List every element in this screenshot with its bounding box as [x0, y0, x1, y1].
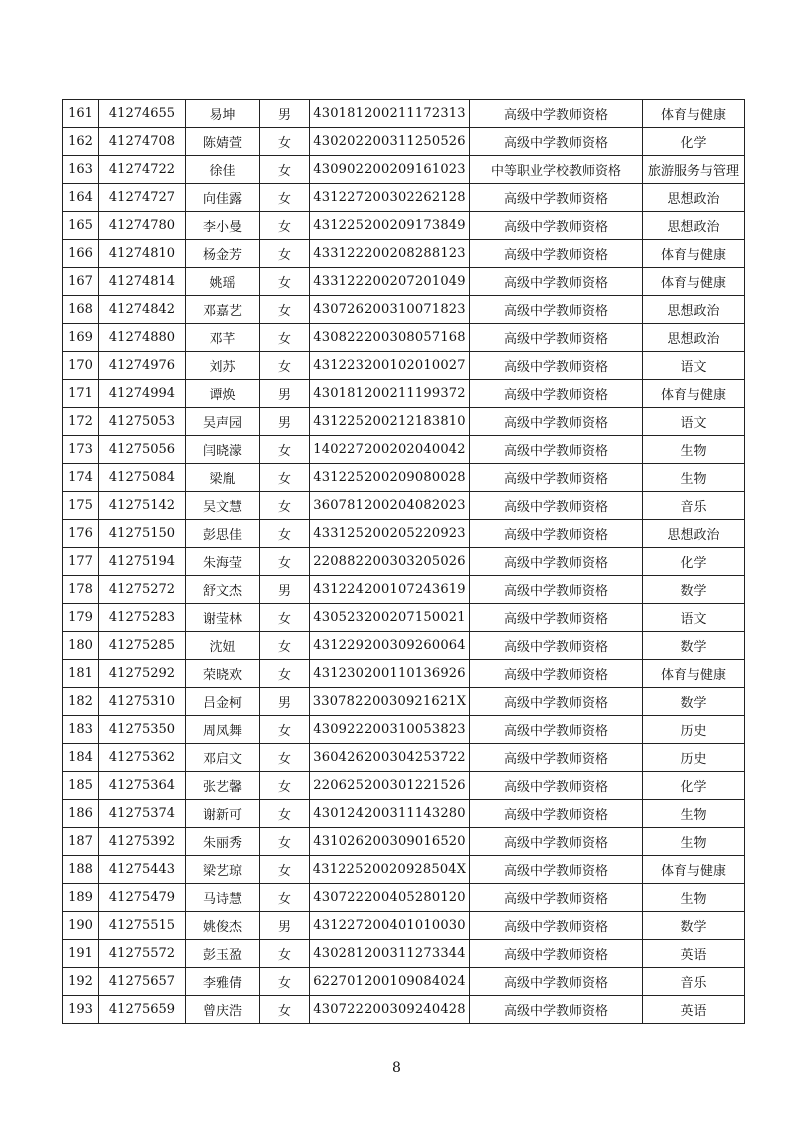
gender-cell: 女: [260, 184, 310, 212]
candidate-id-cell: 41275142: [99, 492, 186, 520]
id-card-cell: 431224200107243619: [310, 576, 470, 604]
subject-cell: 化学: [643, 772, 745, 800]
id-card-cell: 430722200309240428: [310, 996, 470, 1024]
gender-cell: 女: [260, 604, 310, 632]
subject-cell: 思想政治: [643, 520, 745, 548]
id-card-cell: 431225200209080028: [310, 464, 470, 492]
certificate-type-cell: 高级中学教师资格: [470, 856, 643, 884]
gender-cell: 女: [260, 744, 310, 772]
gender-cell: 男: [260, 688, 310, 716]
subject-cell: 旅游服务与管理: [643, 156, 745, 184]
subject-cell: 思想政治: [643, 324, 745, 352]
certificate-type-cell: 高级中学教师资格: [470, 744, 643, 772]
certificate-type-cell: 高级中学教师资格: [470, 688, 643, 716]
candidate-id-cell: 41275283: [99, 604, 186, 632]
certificate-type-cell: 高级中学教师资格: [470, 968, 643, 996]
subject-cell: 体育与健康: [643, 856, 745, 884]
subject-cell: 数学: [643, 576, 745, 604]
table-row: [63, 352, 745, 380]
row-number-cell: 165: [63, 212, 99, 240]
gender-cell: 女: [260, 436, 310, 464]
candidate-id-cell: 41275310: [99, 688, 186, 716]
candidate-id-cell: 41275572: [99, 940, 186, 968]
subject-cell: 体育与健康: [643, 100, 745, 128]
certificate-type-cell: 高级中学教师资格: [470, 492, 643, 520]
row-number-cell: 193: [63, 996, 99, 1024]
row-number-cell: 177: [63, 548, 99, 576]
certificate-type-cell: 高级中学教师资格: [470, 212, 643, 240]
table-row: [63, 464, 745, 492]
gender-cell: 女: [260, 632, 310, 660]
gender-cell: 女: [260, 968, 310, 996]
candidate-id-cell: 41274722: [99, 156, 186, 184]
subject-cell: 语文: [643, 604, 745, 632]
row-number-cell: 162: [63, 128, 99, 156]
table-row: [63, 660, 745, 688]
candidate-id-cell: 41274994: [99, 380, 186, 408]
gender-cell: 女: [260, 660, 310, 688]
subject-cell: 体育与健康: [643, 380, 745, 408]
subject-cell: 化学: [643, 548, 745, 576]
subject-cell: 数学: [643, 632, 745, 660]
subject-cell: 体育与健康: [643, 268, 745, 296]
subject-cell: 思想政治: [643, 212, 745, 240]
id-card-cell: 431225200212183810: [310, 408, 470, 436]
name-cell: 邓芊: [186, 324, 260, 352]
row-number-cell: 169: [63, 324, 99, 352]
row-number-cell: 161: [63, 100, 99, 128]
name-cell: 吴声园: [186, 408, 260, 436]
name-cell: 谢莹林: [186, 604, 260, 632]
certificate-type-cell: 高级中学教师资格: [470, 408, 643, 436]
row-number-cell: 191: [63, 940, 99, 968]
subject-cell: 思想政治: [643, 184, 745, 212]
name-cell: 吴文慧: [186, 492, 260, 520]
certificate-type-cell: 高级中学教师资格: [470, 464, 643, 492]
candidate-id-cell: 41274810: [99, 240, 186, 268]
subject-cell: 历史: [643, 744, 745, 772]
gender-cell: 女: [260, 996, 310, 1024]
gender-cell: 女: [260, 156, 310, 184]
name-cell: 朱丽秀: [186, 828, 260, 856]
subject-cell: 生物: [643, 884, 745, 912]
certificate-type-cell: 中等职业学校教师资格: [470, 156, 643, 184]
id-card-cell: 431227200401010030: [310, 912, 470, 940]
name-cell: 向佳露: [186, 184, 260, 212]
gender-cell: 女: [260, 520, 310, 548]
name-cell: 荣晓欢: [186, 660, 260, 688]
id-card-cell: 431223200102010027: [310, 352, 470, 380]
id-card-cell: 430902200209161023: [310, 156, 470, 184]
row-number-cell: 173: [63, 436, 99, 464]
certificate-type-cell: 高级中学教师资格: [470, 996, 643, 1024]
row-number-cell: 164: [63, 184, 99, 212]
gender-cell: 女: [260, 772, 310, 800]
candidate-id-cell: 41275285: [99, 632, 186, 660]
certificate-type-cell: 高级中学教师资格: [470, 772, 643, 800]
table-row: [63, 828, 745, 856]
certificate-type-cell: 高级中学教师资格: [470, 548, 643, 576]
candidate-id-cell: 41274727: [99, 184, 186, 212]
name-cell: 马诗慧: [186, 884, 260, 912]
certificate-type-cell: 高级中学教师资格: [470, 380, 643, 408]
row-number-cell: 167: [63, 268, 99, 296]
gender-cell: 男: [260, 912, 310, 940]
table-row: [63, 884, 745, 912]
row-number-cell: 179: [63, 604, 99, 632]
id-card-cell: 430202200311250526: [310, 128, 470, 156]
table-row: [63, 800, 745, 828]
name-cell: 李小曼: [186, 212, 260, 240]
id-card-cell: 360781200204082023: [310, 492, 470, 520]
certificate-type-cell: 高级中学教师资格: [470, 912, 643, 940]
table-row: [63, 968, 745, 996]
id-card-cell: 622701200109084024: [310, 968, 470, 996]
row-number-cell: 182: [63, 688, 99, 716]
certificate-type-cell: 高级中学教师资格: [470, 324, 643, 352]
candidate-id-cell: 41274655: [99, 100, 186, 128]
id-card-cell: 430726200310071823: [310, 296, 470, 324]
table-row: [63, 268, 745, 296]
subject-cell: 思想政治: [643, 296, 745, 324]
subject-cell: 生物: [643, 464, 745, 492]
table-row: [63, 240, 745, 268]
candidate-id-cell: 41275272: [99, 576, 186, 604]
id-card-cell: 220625200301221526: [310, 772, 470, 800]
table-row: [63, 688, 745, 716]
name-cell: 曾庆浩: [186, 996, 260, 1024]
id-card-cell: 431230200110136926: [310, 660, 470, 688]
name-cell: 梁艺琼: [186, 856, 260, 884]
candidate-id-cell: 41275657: [99, 968, 186, 996]
gender-cell: 女: [260, 548, 310, 576]
page-number: 8: [392, 1060, 401, 1076]
table-row: [63, 324, 745, 352]
table-row: [63, 408, 745, 436]
id-card-cell: 431225200209173849: [310, 212, 470, 240]
table-row: [63, 100, 745, 128]
candidate-id-cell: 41275053: [99, 408, 186, 436]
candidate-id-cell: 41274780: [99, 212, 186, 240]
id-card-cell: 43122520020928504X: [310, 856, 470, 884]
gender-cell: 男: [260, 380, 310, 408]
id-card-cell: 430922200310053823: [310, 716, 470, 744]
row-number-cell: 170: [63, 352, 99, 380]
gender-cell: 女: [260, 296, 310, 324]
row-number-cell: 186: [63, 800, 99, 828]
table-row: [63, 604, 745, 632]
name-cell: 舒文杰: [186, 576, 260, 604]
row-number-cell: 189: [63, 884, 99, 912]
name-cell: 周凤舞: [186, 716, 260, 744]
gender-cell: 女: [260, 884, 310, 912]
row-number-cell: 188: [63, 856, 99, 884]
id-card-cell: 430281200311273344: [310, 940, 470, 968]
name-cell: 刘苏: [186, 352, 260, 380]
id-card-cell: 433125200205220923: [310, 520, 470, 548]
name-cell: 朱海莹: [186, 548, 260, 576]
id-card-cell: 360426200304253722: [310, 744, 470, 772]
certificate-type-cell: 高级中学教师资格: [470, 128, 643, 156]
row-number-cell: 190: [63, 912, 99, 940]
candidate-id-cell: 41275443: [99, 856, 186, 884]
id-card-cell: 433122200207201049: [310, 268, 470, 296]
name-cell: 谢新可: [186, 800, 260, 828]
name-cell: 梁胤: [186, 464, 260, 492]
candidate-id-cell: 41275479: [99, 884, 186, 912]
name-cell: 彭玉盈: [186, 940, 260, 968]
table-row: [63, 184, 745, 212]
subject-cell: 数学: [643, 912, 745, 940]
certificate-type-cell: 高级中学教师资格: [470, 436, 643, 464]
row-number-cell: 171: [63, 380, 99, 408]
name-cell: 邓启文: [186, 744, 260, 772]
subject-cell: 英语: [643, 996, 745, 1024]
roster-body: [63, 100, 745, 1024]
subject-cell: 生物: [643, 436, 745, 464]
candidate-id-cell: 41275150: [99, 520, 186, 548]
certificate-type-cell: 高级中学教师资格: [470, 884, 643, 912]
name-cell: 易坤: [186, 100, 260, 128]
candidate-id-cell: 41275392: [99, 828, 186, 856]
row-number-cell: 168: [63, 296, 99, 324]
candidate-id-cell: 41275364: [99, 772, 186, 800]
gender-cell: 男: [260, 576, 310, 604]
roster-table: [62, 99, 745, 1024]
name-cell: 吕金柯: [186, 688, 260, 716]
certificate-type-cell: 高级中学教师资格: [470, 660, 643, 688]
certificate-type-cell: 高级中学教师资格: [470, 240, 643, 268]
row-number-cell: 178: [63, 576, 99, 604]
table-row: [63, 912, 745, 940]
name-cell: 邓嘉艺: [186, 296, 260, 324]
certificate-type-cell: 高级中学教师资格: [470, 184, 643, 212]
subject-cell: 语文: [643, 408, 745, 436]
row-number-cell: 192: [63, 968, 99, 996]
candidate-id-cell: 41275084: [99, 464, 186, 492]
row-number-cell: 181: [63, 660, 99, 688]
name-cell: 陈婧萱: [186, 128, 260, 156]
candidate-id-cell: 41275350: [99, 716, 186, 744]
table-row: [63, 212, 745, 240]
name-cell: 杨金芳: [186, 240, 260, 268]
subject-cell: 音乐: [643, 968, 745, 996]
table-row: [63, 576, 745, 604]
gender-cell: 女: [260, 492, 310, 520]
candidate-id-cell: 41274976: [99, 352, 186, 380]
certificate-type-cell: 高级中学教师资格: [470, 940, 643, 968]
id-card-cell: 433122200208288123: [310, 240, 470, 268]
row-number-cell: 184: [63, 744, 99, 772]
certificate-type-cell: 高级中学教师资格: [470, 576, 643, 604]
id-card-cell: 430722200405280120: [310, 884, 470, 912]
row-number-cell: 175: [63, 492, 99, 520]
gender-cell: 女: [260, 268, 310, 296]
subject-cell: 体育与健康: [643, 660, 745, 688]
certificate-type-cell: 高级中学教师资格: [470, 800, 643, 828]
candidate-id-cell: 41275194: [99, 548, 186, 576]
candidate-id-cell: 41275056: [99, 436, 186, 464]
certificate-type-cell: 高级中学教师资格: [470, 828, 643, 856]
table-row: [63, 520, 745, 548]
id-card-cell: 430523200207150021: [310, 604, 470, 632]
gender-cell: 女: [260, 716, 310, 744]
table-row: [63, 492, 745, 520]
id-card-cell: 220882200303205026: [310, 548, 470, 576]
subject-cell: 体育与健康: [643, 240, 745, 268]
row-number-cell: 174: [63, 464, 99, 492]
gender-cell: 女: [260, 240, 310, 268]
gender-cell: 男: [260, 100, 310, 128]
subject-cell: 数学: [643, 688, 745, 716]
certificate-type-cell: 高级中学教师资格: [470, 352, 643, 380]
gender-cell: 女: [260, 828, 310, 856]
row-number-cell: 163: [63, 156, 99, 184]
name-cell: 沈妞: [186, 632, 260, 660]
row-number-cell: 176: [63, 520, 99, 548]
row-number-cell: 183: [63, 716, 99, 744]
table-row: [63, 296, 745, 324]
subject-cell: 历史: [643, 716, 745, 744]
gender-cell: 女: [260, 128, 310, 156]
certificate-type-cell: 高级中学教师资格: [470, 716, 643, 744]
id-card-cell: 431227200302262128: [310, 184, 470, 212]
name-cell: 张艺馨: [186, 772, 260, 800]
id-card-cell: 430181200211199372: [310, 380, 470, 408]
name-cell: 彭思佳: [186, 520, 260, 548]
table-row: [63, 548, 745, 576]
table-row: [63, 128, 745, 156]
gender-cell: 女: [260, 940, 310, 968]
certificate-type-cell: 高级中学教师资格: [470, 268, 643, 296]
name-cell: 李雅倩: [186, 968, 260, 996]
name-cell: 徐佳: [186, 156, 260, 184]
row-number-cell: 185: [63, 772, 99, 800]
candidate-id-cell: 41274842: [99, 296, 186, 324]
certificate-type-cell: 高级中学教师资格: [470, 100, 643, 128]
table-row: [63, 772, 745, 800]
id-card-cell: 33078220030921621X: [310, 688, 470, 716]
subject-cell: 语文: [643, 352, 745, 380]
certificate-type-cell: 高级中学教师资格: [470, 632, 643, 660]
table-row: [63, 856, 745, 884]
table-row: [63, 940, 745, 968]
table-row: [63, 632, 745, 660]
table-row: [63, 156, 745, 184]
certificate-type-cell: 高级中学教师资格: [470, 296, 643, 324]
certificate-type-cell: 高级中学教师资格: [470, 604, 643, 632]
table-row: [63, 716, 745, 744]
candidate-id-cell: 41274814: [99, 268, 186, 296]
row-number-cell: 166: [63, 240, 99, 268]
subject-cell: 生物: [643, 828, 745, 856]
gender-cell: 女: [260, 324, 310, 352]
table-row: [63, 996, 745, 1024]
subject-cell: 化学: [643, 128, 745, 156]
gender-cell: 男: [260, 408, 310, 436]
name-cell: 闫晓濛: [186, 436, 260, 464]
candidate-id-cell: 41274880: [99, 324, 186, 352]
row-number-cell: 187: [63, 828, 99, 856]
gender-cell: 女: [260, 800, 310, 828]
subject-cell: 英语: [643, 940, 745, 968]
candidate-id-cell: 41275515: [99, 912, 186, 940]
certificate-type-cell: 高级中学教师资格: [470, 520, 643, 548]
table-row: [63, 436, 745, 464]
candidate-id-cell: 41275659: [99, 996, 186, 1024]
subject-cell: 音乐: [643, 492, 745, 520]
id-card-cell: 430124200311143280: [310, 800, 470, 828]
id-card-cell: 430181200211172313: [310, 100, 470, 128]
id-card-cell: 431026200309016520: [310, 828, 470, 856]
name-cell: 姚瑶: [186, 268, 260, 296]
table-row: [63, 744, 745, 772]
gender-cell: 女: [260, 464, 310, 492]
candidate-id-cell: 41275362: [99, 744, 186, 772]
gender-cell: 女: [260, 856, 310, 884]
table-row: [63, 380, 745, 408]
id-card-cell: 431229200309260064: [310, 632, 470, 660]
name-cell: 姚俊杰: [186, 912, 260, 940]
row-number-cell: 180: [63, 632, 99, 660]
gender-cell: 女: [260, 352, 310, 380]
subject-cell: 生物: [643, 800, 745, 828]
candidate-id-cell: 41275292: [99, 660, 186, 688]
gender-cell: 女: [260, 212, 310, 240]
id-card-cell: 140227200202040042: [310, 436, 470, 464]
candidate-id-cell: 41274708: [99, 128, 186, 156]
row-number-cell: 172: [63, 408, 99, 436]
id-card-cell: 430822200308057168: [310, 324, 470, 352]
candidate-id-cell: 41275374: [99, 800, 186, 828]
name-cell: 谭焕: [186, 380, 260, 408]
